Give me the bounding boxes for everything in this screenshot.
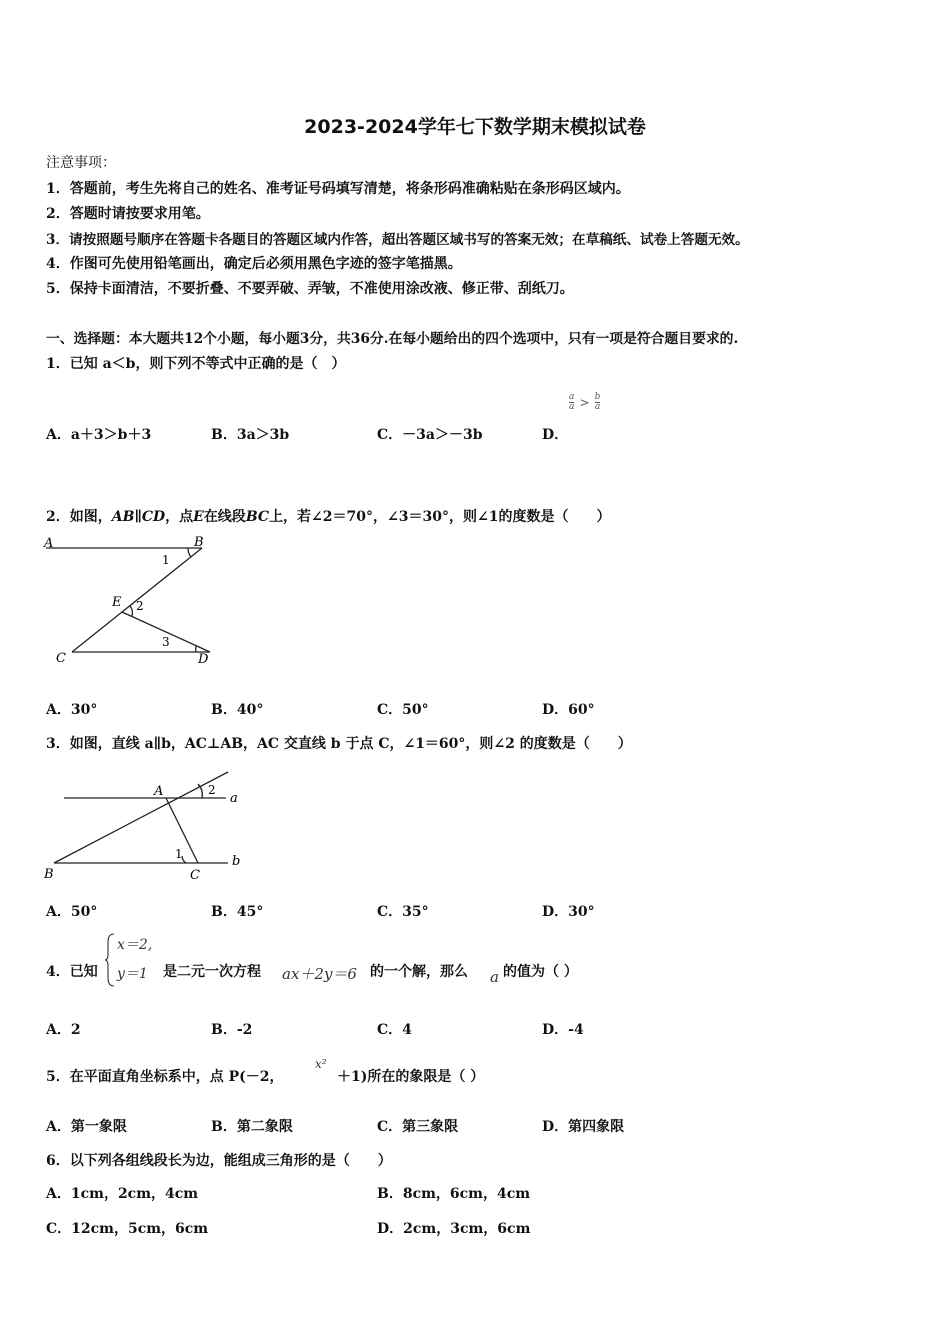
q4-option-c[interactable]: C．4 [377, 1022, 412, 1038]
q6-option-d[interactable]: D．2cm，3cm，6cm [377, 1221, 531, 1237]
q2-option-d[interactable]: D．60° [542, 702, 595, 718]
q5-power: x² [315, 1057, 327, 1071]
q5-option-b[interactable]: B．第二象限 [211, 1119, 293, 1135]
q3-option-d[interactable]: D．30° [542, 904, 595, 920]
q6-option-a[interactable]: A．1cm，2cm，4cm [46, 1186, 199, 1202]
label-line-a: a [230, 791, 238, 806]
angle-2-label: 2 [208, 783, 216, 797]
q6-stem: 6．以下列各组线段长为边，能组成三角形的是（ ） [46, 1153, 392, 1169]
label-e: E [112, 595, 122, 610]
label-c-point: C [190, 868, 200, 883]
notice-item: 4．作图可先使用铅笔画出，确定后必须用黑色字迹的签字笔描黑。 [46, 256, 462, 272]
angle-2-arc [130, 606, 132, 616]
label-a: A [44, 536, 54, 551]
q1-stem: 1．已知 a＜b，则下列不等式中正确的是（ ） [46, 356, 346, 372]
q3-option-c[interactable]: C．35° [377, 904, 429, 920]
system-line-2: y＝1 [117, 966, 148, 982]
angle-1-arc [188, 548, 191, 557]
angle-1-label: 1 [162, 553, 170, 567]
brace-icon [104, 932, 116, 988]
angle-1-label: 1 [175, 847, 183, 861]
q1-option-b[interactable]: B．3a＞3b [211, 427, 290, 443]
section-heading: 一、选择题：本大题共12个小题，每小题3分，共36分.在每小题给出的四个选项中，只有一项是符合题目要求的. [46, 331, 739, 347]
notice-item: 3．请按照题号顺序在答题卡各题目的答题区域内作答，超出答题区域书写的答案无效；在草稿纸、试卷上答题无效。 [46, 232, 749, 248]
q4-var: a [490, 968, 499, 986]
line-ba-extended [54, 772, 228, 863]
q4-equation: ax＋2y＝6 [282, 965, 357, 983]
q2-option-b[interactable]: B．40° [211, 702, 264, 718]
angle-3-label: 3 [162, 635, 170, 649]
notice-item: 1．答题前，考生先将自己的姓名、准考证号码填写清楚，将条形码准确粘贴在条形码区域内。 [46, 181, 630, 197]
q3-stem: 3．如图，直线 a∥b，AC⊥AB，AC 交直线 b 于点 C，∠1＝60°，则∠2 的度数是（ ） [46, 736, 632, 752]
notice-item: 5．保持卡面清洁，不要折叠、不要弄破、弄皱，不准使用涂改液、修正带、刮纸刀。 [46, 281, 574, 297]
q1-option-d[interactable]: D． [542, 427, 569, 443]
page-title: 2023-2024学年七下数学期末模拟试卷 [304, 116, 646, 138]
q2-option-a[interactable]: A．30° [46, 702, 98, 718]
relation-sign: > [579, 395, 590, 410]
q4-option-d[interactable]: D．-4 [542, 1022, 584, 1038]
label-b-point: B [44, 867, 54, 882]
q2-stem: 2．如图，AB∥CD，点E在线段BC上，若∠2＝70°，∠3＝30°，则∠1的度数是（ ） [46, 509, 611, 525]
q5-option-a[interactable]: A．第一象限 [46, 1119, 127, 1135]
angle-2-label: 2 [136, 599, 144, 613]
q5-option-d[interactable]: D．第四象限 [542, 1119, 625, 1135]
q4-option-a[interactable]: A．2 [46, 1022, 81, 1038]
q1-option-a[interactable]: A．a＋3＞b＋3 [46, 427, 152, 443]
q4-option-b[interactable]: B．-2 [211, 1022, 253, 1038]
q5-suffix: ＋1)所在的象限是（ ） [337, 1069, 485, 1085]
q5-prefix: 5．在平面直角坐标系中，点 P(－2， [46, 1069, 284, 1085]
q4-mid: 是二元一次方程 [163, 964, 261, 980]
notice-heading: 注意事项： [46, 155, 116, 171]
fraction: $\frac{a}{a}$ [569, 392, 575, 412]
q1-option-d-formula [569, 392, 600, 412]
q5-option-c[interactable]: C．第三象限 [377, 1119, 459, 1135]
q4-prefix: 4．已知 [46, 964, 98, 980]
q4-suffix: 的值为（ ） [503, 964, 578, 980]
q2-option-c[interactable]: C．50° [377, 702, 429, 718]
label-line-b: b [232, 854, 241, 869]
label-c: C [56, 651, 66, 666]
notice-item: 2．答题时请按要求用笔。 [46, 206, 210, 222]
system-line-1: x＝2, [117, 937, 153, 953]
q3-option-a[interactable]: A．50° [46, 904, 98, 920]
q6-option-b[interactable]: B．8cm，6cm，4cm [377, 1186, 531, 1202]
q3-figure [40, 758, 255, 883]
q4-mid2: 的一个解，那么 [370, 964, 468, 980]
label-d: D [198, 652, 209, 667]
label-a-point: A [154, 784, 164, 799]
q2-figure [40, 530, 230, 670]
q1-option-c[interactable]: C．－3a＞－3b [377, 427, 483, 443]
fraction: $\frac{b}{a}$ [594, 392, 601, 412]
q6-option-c[interactable]: C．12cm，5cm，6cm [46, 1221, 209, 1237]
label-b: B [194, 535, 204, 550]
q3-option-b[interactable]: B．45° [211, 904, 264, 920]
